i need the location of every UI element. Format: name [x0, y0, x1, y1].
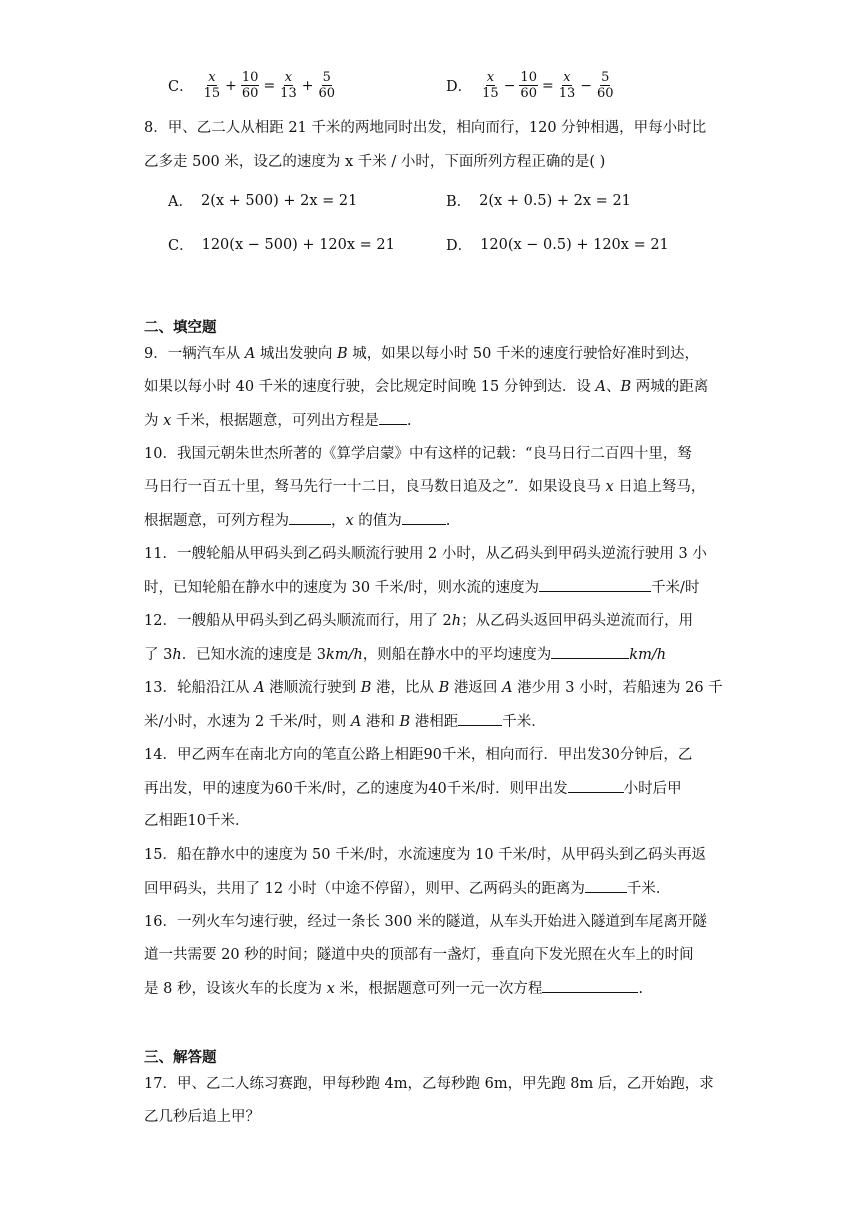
fraction: $\frac{10}{60}$	[241, 70, 259, 101]
fraction: $\frac{10}{60}$	[520, 70, 537, 101]
q7-option-d	[446, 70, 616, 101]
q11-line1: 11．一艘轮船从甲码头到乙码头顺流行驶用 2 小时，从乙码头到甲码头逆流行驶用 3 小	[144, 546, 707, 562]
q8-option-c	[168, 234, 395, 255]
fraction: $\frac{5}{60}$	[596, 70, 614, 101]
answer-blank[interactable]	[568, 778, 624, 793]
q16-line2: 道一共需要 20 秒的时间；隧道中央的顶部有一盏灯，垂直向下发光照在火车上的时间	[144, 947, 694, 963]
answer-blank[interactable]	[585, 878, 627, 893]
q8-stem-line2: 乙多走 500 米，设乙的速度为 x 千米 / 小时，下面所列方程正确的是( )	[144, 154, 606, 170]
answer-blank[interactable]	[542, 978, 638, 993]
q8-option-a	[168, 190, 357, 211]
answer-blank[interactable]	[379, 410, 407, 425]
q15-line1: 15．船在静水中的速度为 50 千米/时，水流速度为 10 千米/时，从甲码头到乙码头再返	[144, 847, 707, 863]
fraction: $\frac{x}{15}$	[482, 70, 499, 101]
fraction: $\frac{x}{13}$	[280, 70, 297, 101]
q16-line1: 16．一列火车匀速行驶，经过一条长 300 米的隧道，从车头开始进入隧道到车尾离开隧	[144, 914, 707, 930]
q16-line3: 是 8 秒，设该火车的长度为 x 米，根据题意可列一元一次方程 .	[144, 978, 643, 999]
answer-blank[interactable]	[458, 711, 502, 726]
fraction: $\frac{x}{15}$	[203, 70, 221, 101]
option-formula: 2(x + 0.5) + 2x = 21	[479, 192, 631, 209]
answer-blank[interactable]	[402, 510, 446, 525]
answer-blank[interactable]	[289, 510, 331, 525]
option-label: C．	[168, 238, 194, 254]
equals-sign: =	[263, 77, 276, 94]
option-formula: 120(x − 500) + 120x = 21	[201, 236, 395, 253]
q14-line2: 再出发，甲的速度为60千米/时，乙的速度为40千米/时．则甲出发 小时后甲	[144, 778, 682, 799]
q14-line3: 乙相距10千米．	[144, 813, 250, 829]
fraction: $\frac{5}{60}$	[318, 70, 335, 101]
operator: +	[225, 77, 237, 94]
q12-line2: 了 3h．已知水流的速度是 3km/h，则船在静水中的平均速度为 km/h	[144, 644, 666, 665]
q13-line2: 米/小时，水速为 2 千米/时，则 A 港和 B 港相距 千米．	[144, 711, 546, 732]
option-label: B．	[446, 194, 472, 210]
q10-line3: 根据题意，可列方程为 ，x 的值为 .	[144, 510, 450, 531]
q9-line2: 如果以每小时 40 千米的速度行驶，会比规定时间晚 15 分钟到达．设 A、B 两城的距离	[144, 379, 709, 395]
option-formula: 120(x − 0.5) + 120x = 21	[480, 236, 669, 253]
operator: +	[301, 77, 314, 94]
section-title-solve: 三、解答题	[144, 1049, 217, 1066]
q17-line1: 17．甲、乙二人练习赛跑，甲每秒跑 4m，乙每秒跑 6m，甲先跑 8m 后，乙开始跑，求	[144, 1076, 714, 1092]
q12-line1: 12．一艘船从甲码头到乙码头顺流而行，用了 2h；从乙码头返回甲码头逆流而行，用	[144, 613, 694, 629]
q11-line2: 时，已知轮船在静水中的速度为 30 千米/时，则水流的速度为 千米/时	[144, 577, 699, 598]
q8-option-d	[446, 234, 669, 255]
option-label: D．	[446, 79, 473, 95]
operator: −	[580, 77, 592, 94]
q7-option-c	[168, 70, 337, 101]
option-label: A．	[168, 194, 193, 210]
answer-blank[interactable]	[539, 577, 651, 592]
q14-line1: 14．甲乙两车在南北方向的笔直公路上相距90千米，相向而行．甲出发30分钟后，乙	[144, 747, 693, 763]
q15-line2: 回甲码头，共用了 12 小时（中途不停留），则甲、乙两码头的距离为 千米．	[144, 878, 670, 899]
q8-option-b	[446, 190, 631, 211]
section-title-fill-in: 二、填空题	[144, 319, 217, 336]
answer-blank[interactable]	[551, 644, 629, 659]
q8-stem-line1: 8．甲、乙二人从相距 21 千米的两地同时出发，相向而行，120 分钟相遇，甲每小时比	[144, 120, 707, 136]
q10-line2: 马日行一百五十里，驽马先行一十二日，良马数日追及之”．如果设良马 x 日追上驽马，	[144, 479, 706, 495]
q10-line1: 10．我国元朝朱世杰所著的《算学启蒙》中有这样的记载：“良马日行二百四十里，驽	[144, 446, 692, 462]
q13-line1: 13．轮船沿江从 A 港顺流行驶到 B 港，比从 B 港返回 A 港少用 3 小时，若船速为 26 千	[144, 680, 723, 696]
q17-line2: 乙几秒后追上甲？	[144, 1109, 260, 1125]
option-label: D．	[446, 238, 473, 254]
fraction: $\frac{x}{13}$	[558, 70, 576, 101]
option-formula: 2(x + 500) + 2x = 21	[200, 192, 358, 209]
q9-line1: 9．一辆汽车从 A 城出发驶向 B 城，如果以每小时 50 千米的速度行驶恰好准时到达，	[144, 346, 699, 362]
option-label: C．	[168, 79, 194, 95]
equals-sign: =	[541, 77, 554, 94]
q9-line3: 为 x 千米，根据题意，可列出方程是 .	[144, 410, 412, 431]
operator: −	[503, 77, 516, 94]
